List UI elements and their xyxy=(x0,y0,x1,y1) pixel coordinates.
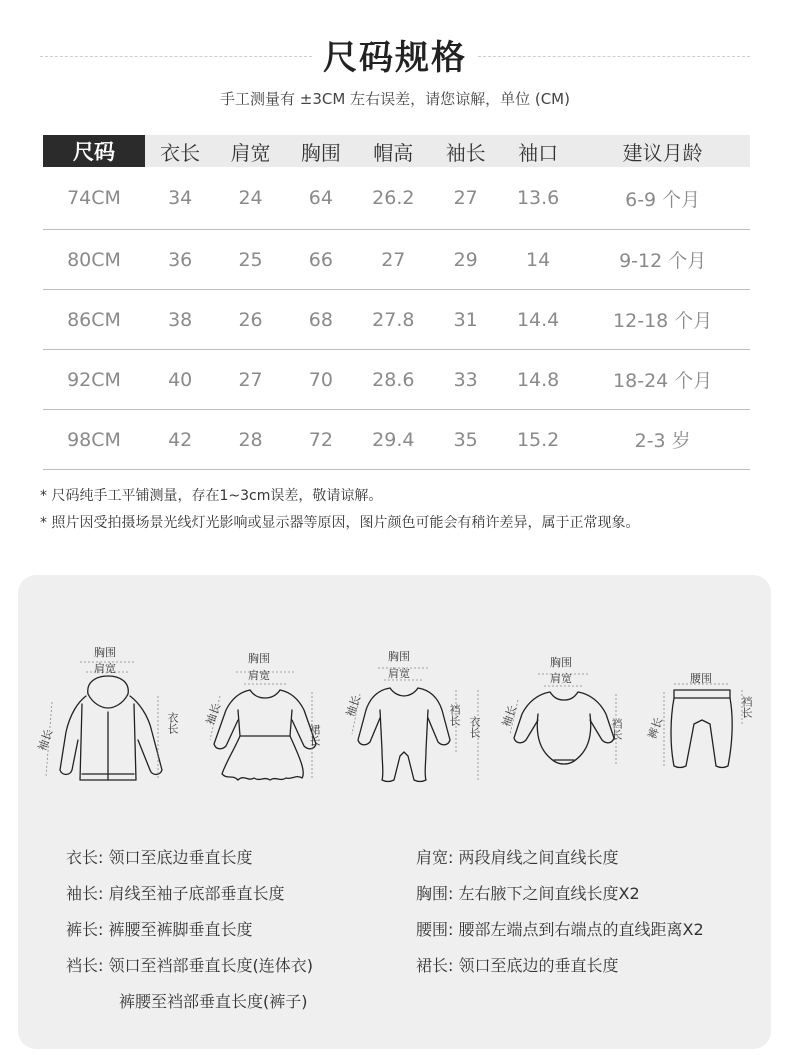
header-chest: 胸围 xyxy=(286,135,356,167)
cell: 35 xyxy=(431,410,501,470)
romper-sleeve-label: 袖长 xyxy=(343,693,364,719)
definition-desc: 左右腋下之间直线长度X2 xyxy=(458,884,640,903)
definition-term: 裆长: xyxy=(66,956,104,975)
definition-item xyxy=(416,845,619,868)
header-age: 建议月龄 xyxy=(575,135,750,167)
cell: 2-3 岁 xyxy=(575,410,750,470)
definition-item xyxy=(416,917,704,940)
cell: 64 xyxy=(286,167,356,230)
title-row xyxy=(40,30,750,80)
header-shoulder: 肩宽 xyxy=(215,135,285,167)
romper-crotch-label: 裆长 xyxy=(448,704,461,726)
bodysuit-figure xyxy=(498,652,630,777)
dress-sleeve-label: 袖长 xyxy=(203,701,224,727)
cell: 26.2 xyxy=(356,167,430,230)
cell: 14 xyxy=(501,230,575,290)
definition-item xyxy=(119,989,308,1012)
definition-term: 衣长: xyxy=(66,848,104,867)
cell: 25 xyxy=(215,230,285,290)
cell: 74CM xyxy=(43,167,145,230)
cell: 66 xyxy=(286,230,356,290)
table-row xyxy=(43,230,750,290)
romper-length-label: 衣长 xyxy=(468,716,481,738)
cell: 28.6 xyxy=(356,350,430,410)
definition-term: 袖长: xyxy=(66,884,104,903)
definition-desc: 裤腰至裤脚垂直长度 xyxy=(108,920,253,939)
definition-term: 肩宽: xyxy=(416,848,454,867)
definition-term: 胸围: xyxy=(416,884,454,903)
definition-term: 裙长: xyxy=(416,956,454,975)
jacket-length-label: 衣长 xyxy=(166,712,179,734)
definition-item xyxy=(416,881,640,904)
note-measurement: * 尺码纯手工平铺测量，存在1~3cm误差，敬请谅解。 xyxy=(40,488,383,504)
cell: 27 xyxy=(431,167,501,230)
page-subtitle: 手工测量有 ±3CM 左右误差，请您谅解，单位 (CM) xyxy=(220,90,570,108)
cell: 27 xyxy=(215,350,285,410)
header-sleeve: 袖长 xyxy=(431,135,501,167)
definition-item xyxy=(416,953,619,976)
romper-shoulder-label: 肩宽 xyxy=(388,667,410,680)
pants-crotch-label: 裆长 xyxy=(740,696,753,718)
cell: 72 xyxy=(286,410,356,470)
cell: 42 xyxy=(145,410,215,470)
jacket-chest-label: 胸围 xyxy=(94,646,116,659)
pants-figure xyxy=(646,670,758,778)
cell: 98CM xyxy=(43,410,145,470)
header-hood: 帽高 xyxy=(356,135,430,167)
cell: 15.2 xyxy=(501,410,575,470)
cell: 68 xyxy=(286,290,356,350)
page-title: 尺码规格 xyxy=(323,38,467,78)
cell: 18-24 个月 xyxy=(575,350,750,410)
cell: 29.4 xyxy=(356,410,430,470)
header-length: 衣长 xyxy=(145,135,215,167)
jacket-sleeve-label: 袖长 xyxy=(35,727,56,753)
cell: 40 xyxy=(145,350,215,410)
cell: 31 xyxy=(431,290,501,350)
table-row xyxy=(43,290,750,350)
pants-waist-label: 腰围 xyxy=(690,672,712,685)
definition-desc: 肩线至袖子底部垂直长度 xyxy=(108,884,285,903)
cell: 70 xyxy=(286,350,356,410)
cell: 6-9 个月 xyxy=(575,167,750,230)
dress-shoulder-label: 肩宽 xyxy=(248,669,270,682)
cell: 80CM xyxy=(43,230,145,290)
definition-item xyxy=(66,953,313,976)
notes xyxy=(40,483,639,537)
cell: 12-18 个月 xyxy=(575,290,750,350)
bodysuit-crotch-label: 裆长 xyxy=(610,718,623,740)
definition-desc: 领口至裆部垂直长度(连体衣) xyxy=(108,956,313,975)
table-row xyxy=(43,410,750,470)
title-divider-right xyxy=(478,56,750,57)
cell: 13.6 xyxy=(501,167,575,230)
cell: 9-12 个月 xyxy=(575,230,750,290)
cell: 26 xyxy=(215,290,285,350)
dress-chest-label: 胸围 xyxy=(248,652,270,665)
cell: 92CM xyxy=(43,350,145,410)
definition-item xyxy=(66,917,253,940)
bodysuit-sleeve-label: 袖长 xyxy=(499,703,520,729)
cell: 27 xyxy=(356,230,430,290)
definition-term: 裤长: xyxy=(66,920,104,939)
romper-chest-label: 胸围 xyxy=(388,650,410,663)
table-row xyxy=(43,167,750,230)
definition-desc: 腰部左端点到右端点的直线距离X2 xyxy=(458,920,704,939)
dress-skirt-label: 裙长 xyxy=(308,724,321,746)
cell: 14.4 xyxy=(501,290,575,350)
definition-term: 腰围: xyxy=(416,920,454,939)
definition-item xyxy=(66,881,285,904)
header-cuff: 袖口 xyxy=(501,135,575,167)
cell: 38 xyxy=(145,290,215,350)
definition-desc: 裤腰至裆部垂直长度(裤子) xyxy=(119,992,308,1011)
bodysuit-shoulder-label: 肩宽 xyxy=(550,672,572,685)
table-header-row xyxy=(43,135,750,167)
jacket-shoulder-label: 肩宽 xyxy=(94,662,116,675)
romper-figure xyxy=(338,646,488,791)
cell: 24 xyxy=(215,167,285,230)
cell: 27.8 xyxy=(356,290,430,350)
definition-desc: 两段肩线之间直线长度 xyxy=(458,848,619,867)
cell: 29 xyxy=(431,230,501,290)
size-table xyxy=(43,135,750,470)
table-row xyxy=(43,350,750,410)
definition-item xyxy=(66,845,253,868)
jacket-figure xyxy=(35,642,179,792)
note-color: * 照片因受拍摄场景光线灯光影响或显示器等原因，图片颜色可能会有稍许差异，属于正常现象。 xyxy=(40,515,640,531)
cell: 36 xyxy=(145,230,215,290)
definition-desc: 领口至底边的垂直长度 xyxy=(458,956,619,975)
dress-figure xyxy=(200,650,330,790)
definition-desc: 领口至底边垂直长度 xyxy=(108,848,253,867)
cell: 86CM xyxy=(43,290,145,350)
bodysuit-chest-label: 胸围 xyxy=(550,656,572,669)
cell: 33 xyxy=(431,350,501,410)
header-size: 尺码 xyxy=(43,135,145,167)
cell: 34 xyxy=(145,167,215,230)
cell: 28 xyxy=(215,410,285,470)
pants-length-label: 裤长 xyxy=(645,715,666,741)
cell: 14.8 xyxy=(501,350,575,410)
